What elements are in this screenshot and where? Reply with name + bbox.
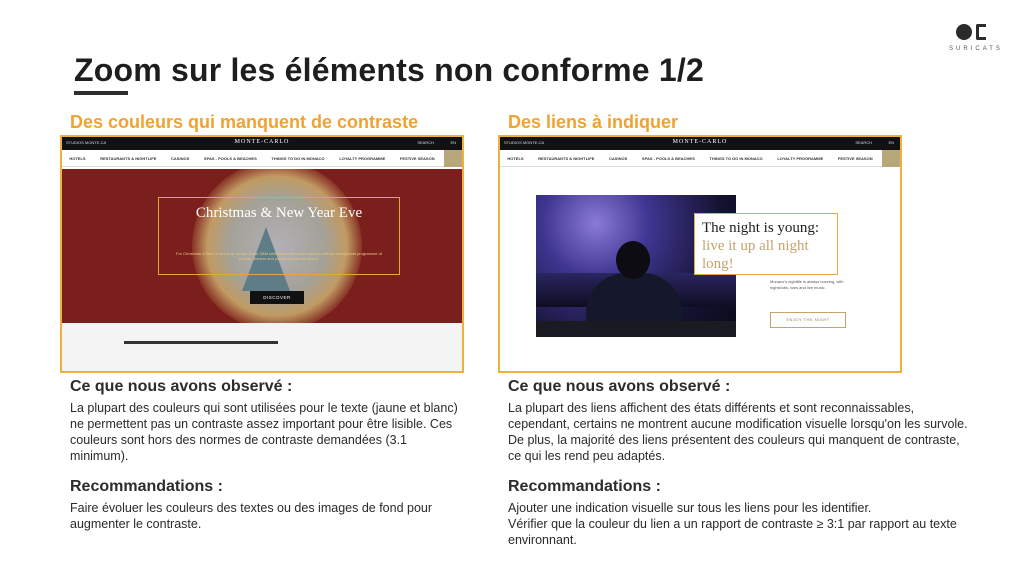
nav-item-restaurants[interactable]: RESTAURANTS & NIGHTLIFE: [100, 155, 157, 161]
left-heading: Des couleurs qui manquent de contraste: [70, 112, 419, 132]
nav-item-casinos[interactable]: CASINOS: [609, 155, 628, 161]
title-underline: [74, 91, 128, 95]
suricats-logo: [944, 22, 1008, 56]
hero-description: For Christmas & New Year's Eve, Monte-Carlo SBM celebrates the festive season with an exceptional programme of events, dinners and parties across the resort.: [176, 251, 382, 261]
site-lang[interactable]: EN: [888, 140, 894, 145]
hero-scroll-bar[interactable]: [124, 341, 278, 344]
hero-bottom-strip: [62, 323, 462, 373]
site-nav: [500, 150, 900, 167]
site-search[interactable]: SEARCH: [417, 140, 434, 145]
site-topleft[interactable]: STUDIOS MONTE-CA: [504, 140, 545, 145]
nav-item-spas[interactable]: SPAS - POOLS & BEACHES: [203, 155, 257, 161]
site-topbar: [62, 137, 462, 150]
nav-item-hotels[interactable]: HOTELS: [507, 155, 524, 161]
right-screenshot: [498, 135, 902, 373]
left-observed-heading: Ce que nous avons observé :: [70, 378, 293, 395]
enjoy-night-button[interactable]: ENJOY THE NIGHT: [770, 312, 846, 328]
nav-item-things-to-do[interactable]: THINGS TO DO IN MONACO: [709, 155, 763, 161]
nav-gold-block: [444, 150, 462, 167]
nav-item-loyalty[interactable]: LOYALTY PROGRAMME: [777, 155, 824, 161]
left-reco-text: Faire évoluer les couleurs des textes ou des images de fond pour augmenter le contraste.: [70, 501, 433, 531]
nav-item-things-to-do[interactable]: THINGS TO DO IN MONACO: [271, 155, 325, 161]
discover-button[interactable]: DISCOVER: [250, 291, 304, 304]
right-reco-line2: Vérifier que la couleur du lien a un rapport de contraste ≥ 3:1 par rapport au texte environnant.: [508, 517, 957, 547]
nav-item-restaurants[interactable]: RESTAURANTS & NIGHTLIFE: [538, 155, 595, 161]
night-heading-accent: live it up all night long!: [702, 238, 809, 272]
left-screenshot: [60, 135, 464, 373]
nav-item-spas[interactable]: SPAS - POOLS & BEACHES: [641, 155, 695, 161]
site-topleft[interactable]: STUDIOS MONTE-CA: [66, 140, 107, 145]
site-brand[interactable]: MONTE-CARLO: [234, 139, 290, 145]
nav-item-casinos[interactable]: CASINOS: [171, 155, 190, 161]
site-lang[interactable]: EN: [450, 140, 456, 145]
right-reco-heading: Recommandations :: [508, 478, 661, 495]
site-search[interactable]: SEARCH: [855, 140, 872, 145]
logo-mark-icon: [956, 22, 992, 42]
left-reco-heading: Recommandations :: [70, 478, 223, 495]
right-observed-text: La plupart des liens affichent des états différents et sont reconnaissables, cependant, certains ne montrent aucune modification visuelle lorsqu'on les survole. De plus, la majorité des liens présentent des couleurs qui manquent de contraste, ce qui les rend peu adaptés.: [508, 401, 968, 463]
nav-item-loyalty[interactable]: LOYALTY PROGRAMME: [339, 155, 386, 161]
night-heading-plain: The night is young:: [702, 220, 820, 236]
logo-text: SURICATS: [949, 46, 1003, 52]
hero-banner: [62, 169, 462, 323]
night-heading: [702, 219, 836, 273]
hero-title: Christmas & New Year Eve: [195, 205, 363, 221]
site-topbar: [500, 137, 900, 150]
slide-title: Zoom sur les éléments non conforme 1/2: [74, 52, 704, 88]
nav-item-festive[interactable]: FESTIVE SEASON: [837, 155, 873, 161]
nav-item-festive[interactable]: FESTIVE SEASON: [399, 155, 435, 161]
nav-item-hotels[interactable]: HOTELS: [69, 155, 86, 161]
site-nav: [62, 150, 462, 167]
nav-gold-block: [882, 150, 900, 167]
night-description: Monaco's nightlife is always buzzing, with nightclubs, bars and live music.: [770, 279, 844, 290]
right-reco-line1: Ajouter une indication visuelle sur tous les liens pour les identifier.: [508, 501, 872, 515]
left-observed-text: La plupart des couleurs qui sont utilisées pour le texte (jaune et blanc) ne permettent pas un contraste assez important pour être lisible. Ces couleurs sont hors des normes de contraste demandées (3.1 minimum).: [70, 401, 458, 463]
right-observed-heading: Ce que nous avons observé :: [508, 378, 731, 395]
site-brand[interactable]: MONTE-CARLO: [672, 139, 728, 145]
right-heading: Des liens à indiquer: [508, 112, 679, 132]
